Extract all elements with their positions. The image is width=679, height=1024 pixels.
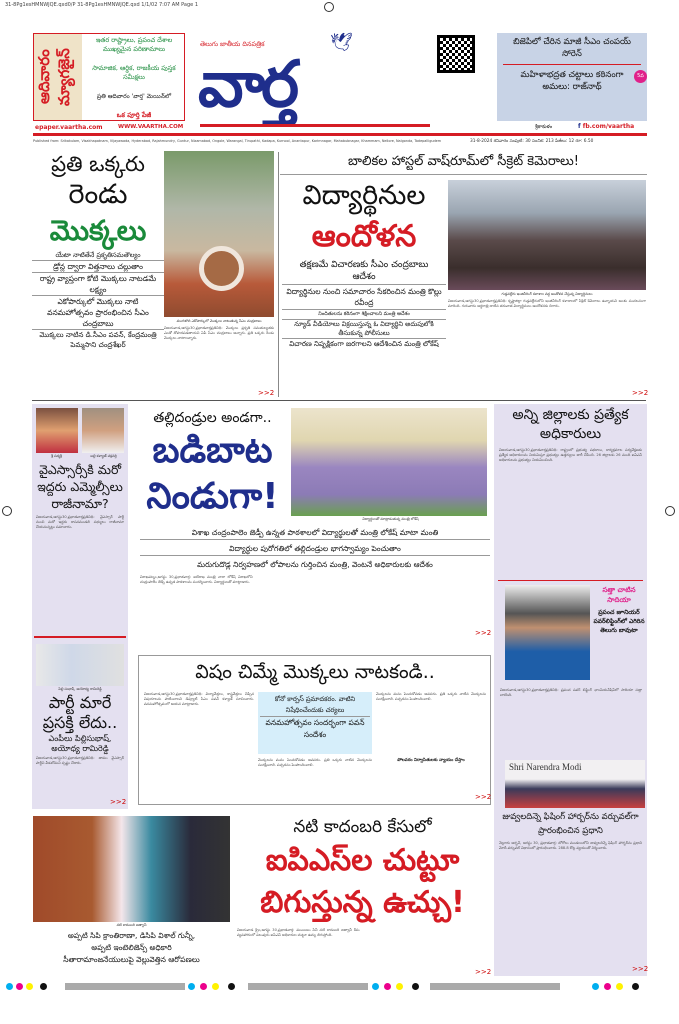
subheading: విశాఖ చంద్రంపాలెం జెడ్పీ ఉన్నత పాఠశాలలో విద్యార్థులతో మంత్రి లోకేష్ మాటా మంతి	[140, 526, 490, 540]
photo-caption: బల్లి కళ్యాణ్ చక్రవర్తి	[90, 454, 117, 458]
cmyk-dot	[16, 983, 23, 990]
masthead-rule	[33, 133, 647, 136]
edition-label: శ్రీకాకుళం	[535, 124, 553, 130]
cmyk-dot	[396, 983, 403, 990]
cmyk-dot	[592, 983, 599, 990]
facebook-link[interactable]	[578, 123, 634, 130]
article-body: విజయవాడ,ఆగస్టు30,ప్రభాతవార్తప్రతినిధి: కృష్ణాజిల్లా గుడ్లవల్లేరులోని ఇంజినీరింగ్ కళాశాలలో సీక్రెట్ కెమెరాలు ఉన్నాయని అంశం సంచలనంగా మారింది. గురువారం అర్థరాత్రి దాటిన తరువాత విద్యార్థినులు ఆందోళనకు దిగారు.	[448, 299, 646, 309]
subheading: ఎంపీలు పిల్లిసుభాష్, అయోధ్య రామిరెడ్డి	[48, 734, 112, 753]
cmyk-dot	[228, 983, 235, 990]
article-body: విజయవాడ,ఆగస్టు30,ప్రభాతవార్తప్రతినిధి: తాము వైఎస్సార్ పార్టీని వీడబోమని స్పష్టం చేశారు.	[36, 756, 124, 766]
kicker: తల్లిదండ్రుల అండగా..	[153, 410, 272, 426]
photo-caption: నటి కాదంబరి జత్వానీ	[116, 923, 147, 927]
dove-icon: 🕊	[330, 32, 353, 53]
cmyk-dot	[384, 983, 391, 990]
sadia-headline: సత్తా చాటిన సాదియా	[602, 586, 636, 604]
teaser-headline: మహిళాభద్రత చట్టాలు కఠినంగా అమలు: రాజ్‌నాథ్	[520, 70, 624, 92]
photo-caption: పిల్లి సుభాష్, అయోధ్య రామిరెడ్డి	[58, 687, 102, 691]
print-color-bar	[65, 983, 185, 990]
photo-caption: విద్యార్థులతో మాట్లాడుతున్న మంత్రి లోకేష్	[362, 517, 419, 521]
facebook-icon: f	[578, 123, 581, 130]
headline-line: మొక్కలు	[49, 214, 147, 247]
hostel-story	[282, 176, 446, 398]
subheading: మరుగుదొడ్ల నిర్వహణలో లోపాలను గుర్తించిన మంత్రి, వెంటనే అధికారులకు ఆదేశం	[197, 560, 433, 569]
photo-caption: శ్రీ పద్మశ్రీ	[51, 454, 62, 458]
headline-line: ఆందోళన	[311, 219, 417, 254]
party-story	[34, 644, 126, 808]
kadambari-story	[235, 814, 490, 978]
kicker: నటి కాదంబరి కేసులో	[293, 817, 432, 837]
article-body: విజయవాడ,ఆగస్టు30,ప్రభాతవార్తప్రతినిధి: ప్రపంచ పవర్ లిఫ్టింగ్ ఛాంపియన్‌షిప్‌లో సాదియా సత్తా చాటింది.	[500, 688, 642, 698]
harbour-headline: జువ్వలదిన్నె ఫిషింగ్ హార్బర్‌ను వర్చువల్‌గా ప్రారంభించిన ప్రధాని	[502, 812, 639, 836]
highlight-text: కోనో కార్పస్ ప్రమాదకరం. వాటిని నిషేధించేందుకు చర్యలు	[260, 694, 370, 717]
plant-photo[interactable]	[164, 151, 274, 317]
dateline: 31-8-2024 శనివారం సంపుటి: 30 సంచిక: 213 పేజీలు: 12 రూ: 6.50	[470, 139, 594, 144]
cmyk-dot	[212, 983, 219, 990]
promo-line: ప్రతి ఆదివారం 'వార్త' మెయిన్‌లో	[96, 92, 172, 100]
banner-text: Shri Narendra Modi	[509, 762, 582, 772]
subheading: అప్పటి సిపి క్రాంతిరాణా, డిసిపి విశాల్ గున్నీ,	[67, 931, 196, 940]
cmyk-dot	[200, 983, 207, 990]
logo-underline	[200, 124, 430, 127]
column-rule	[278, 152, 279, 397]
highlight-text: వనమహోత్సవం సందర్భంగా పవన్ సందేశం	[265, 718, 365, 739]
print-color-bar	[430, 983, 560, 990]
headline-line: ఐపిఎస్‌ల చుట్టూ	[265, 843, 460, 878]
cmyk-dot	[372, 983, 379, 990]
article-body: విజయవాడ క్రైం,ఆగస్టు 30,ప్రభాతవార్త: ముంబయి సినీ నటి కాదంబరి జత్వానీ కేసు వ్యవహారంలో పలువురు ఐపీఎస్ అధికారుల చుట్టూ ఉచ్చు బిగుస్తోంది.	[237, 928, 360, 938]
subheading: అప్పటి ఇంటెలిజెన్స్ అధికారి	[91, 943, 172, 952]
visham-headline: విషం చిమ్మే మొక్కలు నాటకండి..	[195, 661, 435, 683]
plant-story	[32, 150, 164, 398]
article-body: నెల్లూరు అర్బన్, ఆగస్టు 30, ప్రభాతవార్త: బోగోలు మండలంలోని జువ్వలదిన్నె ఫిషింగ్ హార్బర్‌ను ప్రధాని మోదీ వర్చువల్ విధానంలో ప్రారంభించారు. 288.8 కోట్ల వ్యయంతో నిర్మించారు.	[499, 841, 642, 851]
print-color-bar	[248, 983, 368, 990]
subheading: డ్రోన్ల ద్వారా విత్తనాలు చల్లుతాం	[32, 261, 164, 273]
subheading: సీతారామాంజనేయులుపై వెల్లువెత్తిన ఆరోపణలు	[63, 955, 200, 964]
subheading: రాష్ట్ర వ్యాప్తంగా కోటి మొక్కలు నాటడమే లక్ష్యం	[32, 273, 164, 296]
classroom-photo[interactable]	[291, 408, 487, 516]
article-body: మొక్కలను మనం పెంచుకోవడం అవసరం. ప్రతి ఒక్కరు నాటిన మొక్కలను సంరక్షించాలి. పచ్చదనం పెంపొందించాలి.	[258, 758, 372, 768]
divider	[498, 580, 643, 581]
masthead-logo: వార్త	[198, 48, 296, 122]
cmyk-dot	[616, 983, 623, 990]
cmyk-dot	[632, 983, 639, 990]
promo-box	[33, 33, 185, 121]
continued-link[interactable]: >>2	[632, 965, 649, 973]
subheading: నిందితులను కఠినంగా శిక్షించాలని మంత్రి ఆదేశం	[282, 310, 446, 320]
cmyk-dot	[604, 983, 611, 990]
section-rule	[32, 400, 646, 401]
mlc-photo[interactable]	[36, 408, 78, 453]
headline-line: ప్రతి ఒక్కరు	[51, 152, 145, 176]
subheading: యేటా నాటితేనే ప్రకృతిసమతౌల్యం	[32, 250, 164, 261]
headline-line: బిగుస్తున్న ఉచ్చు!	[260, 885, 465, 920]
headline-line: బడిబాట	[152, 430, 273, 471]
article-body: మొక్కలను మనం పెంచుకోవడం అవసరం. ప్రతి ఒక్కరు నాటిన మొక్కలను సంరక్షించాలి. పచ్చదనం పెంపొందించాలి.	[376, 692, 486, 702]
cmyk-dot	[6, 983, 13, 990]
website-link[interactable]: WWW.VAARTHA.COM	[118, 124, 184, 130]
subheading: విచారణ నిష్పక్షికంగా జరగాలని ఆదేశించిన మంత్రి లోకేష్	[289, 340, 439, 348]
kadambari-photo[interactable]	[33, 816, 230, 922]
teaser-headline: బిజెపిలో చేరిన మాజీ సీఎం చంపయ్ సోరెన్	[513, 37, 631, 59]
tagline: తెలుగు జాతీయ దినపత్రిక	[200, 40, 265, 48]
districts-headline: అన్ని జిల్లాలకు ప్రత్యేక అధికారులు	[512, 407, 629, 442]
continued-link[interactable]: >>2	[475, 968, 492, 976]
publication-cities: Published from: Srikakulam, Visakhapatnam, Vijayawada, Hyderabad, Rajahmundry, Guntur, Nizamabad, Ongole, Warangal, Tirupathi, Kadapa, Kurnool, Anantapur, Karimnagar, Mahabubnagar, Khammam, Nellore, Nalgonda, Tadepalligudem	[33, 139, 442, 143]
continued-link[interactable]: >>2	[110, 798, 127, 806]
article-body: విశాఖపట్నం,ఆగస్టు 30,ప్రభాతవార్త: ఐటీశాఖ మంత్రి నారా లోకేష్ విశాఖలోని చంద్రంపాలెం జెడ్పీ ఉన్నత పాఠశాలను సందర్శించారు. విద్యార్థులతో మాట్లాడారు.	[140, 575, 253, 585]
qr-code[interactable]	[437, 35, 475, 73]
teaser-box[interactable]	[497, 33, 647, 121]
subheading: మొక్కలు నాటిన డి.సీఎం పవన్, కేంద్రమంత్రి పెమ్మసాని చంద్రశేఖర్	[39, 331, 157, 349]
continued-link[interactable]: >>2	[632, 389, 649, 397]
subheading: పోలవరం నిర్వాసితులకు న్యాయం చేస్తాం	[397, 758, 465, 763]
subheading: ఎకోపార్కులో మొక్కలు నాటి వనమహోత్సవం ప్రారంభించిన సీఎం చంద్రబాబు	[32, 296, 164, 330]
article-body: విజయవాడ,ఆగస్టు30,ప్రభాతవార్తప్రతినిధి: రాష్ట్రంలో ప్రభుత్వ పథకాలు, కార్యక్రమాల పర్యవేక్షణకు ప్రత్యేక అధికారులను నియమిస్తూ ప్రభుత్వం ఉత్తర్వులు జారీ చేసింది. 26 జిల్లాలకు 26 మంది ఐఏఎస్ అధికారులను ప్రభుత్వం నియమించింది.	[499, 448, 642, 463]
article-body: విజయవాడ,ఆగస్టు30,ప్రభాతవార్తప్రతినిధి: వైఎస్సార్ పార్టీ నుంచి మరో ఇద్దరు శాసనమండలి సభ్యులు రాజీనామా చేయనున్నట్లు సమాచారం.	[36, 515, 124, 530]
promo-line: ఒక పూర్తి పేజీ	[116, 110, 152, 119]
subheading: న్యూడ్ వీడియోలు విక్రయిస్తున్న ఓ విద్యార్థిని అదుపులోకి తీసుకున్న పోలీసులు	[282, 320, 446, 339]
mlc-photo[interactable]	[82, 408, 124, 453]
kicker: బాలికల హాస్టల్ వాష్‌రూమ్‌లో సీక్రెట్ కెమెరాలు!	[280, 150, 647, 175]
promo-logo: ఆదివారం మ్యాగజైన్	[34, 34, 82, 120]
cmyk-dot	[188, 983, 195, 990]
modi-photo[interactable]	[505, 760, 645, 808]
subheading: ప్రపంచ జూనియర్ పవర్‌లిఫ్టింగ్‌లో ఎగిరిన తెలుగు బావుటా	[593, 609, 645, 634]
cmyk-dot	[40, 983, 47, 990]
article-body: విజయవాడ,ఆగస్టు30,ప్రభాతవార్తప్రతినిధి: విద్యావేత్తలు, శాస్త్రవేత్తలు చెప్పిన విషయాలను పాటించాలని డిప్యూటీ సీఎం పవన్ కళ్యాణ్ సూచించారు. వనమహోత్సవంలో ఆయన మాట్లాడారు.	[144, 692, 254, 707]
continued-link[interactable]: >>2	[258, 389, 275, 397]
continued-link[interactable]: >>2	[475, 793, 492, 801]
promo-line: సామాజిక, ఆర్థిక, రాజకీయ పుస్తక సమీక్షలు	[92, 64, 176, 82]
cmyk-dot	[412, 983, 419, 990]
divider	[34, 636, 126, 638]
continued-link[interactable]: >>2	[475, 629, 492, 637]
highlight-box	[258, 692, 372, 754]
party-photo[interactable]	[36, 644, 124, 686]
party-headline: పార్టీ మారే ప్రసక్తి లేదు..	[42, 693, 118, 732]
page-badge: 5వ	[634, 70, 647, 83]
subheading: విద్యార్థుల పురోగతిలో తల్లిదండ్రుల భాగస్వామ్యం పెంచుతాం	[140, 542, 490, 556]
headline-line: రెండు	[68, 179, 128, 210]
promo-line: ఇతర రాష్ట్రాలు, ప్రపంచ దేశాల ముఖ్యమైన పరిణామాలు	[95, 36, 173, 53]
photo-caption: గుడ్లవల్లేరు ఇంజినీరింగ్ కళాశాల వద్ద ఆందోళన చేస్తున్న విద్యార్థినులు	[501, 292, 593, 296]
mlc-story	[34, 408, 126, 632]
mlc-headline: వైఎస్సార్సీకి మరో ఇద్దరు ఎమ్మెల్సీలు రాజీనామా?	[37, 462, 123, 511]
cmyk-dot	[26, 983, 33, 990]
registration-mark	[324, 2, 334, 12]
facebook-url: fb.com/vaartha	[582, 123, 635, 130]
protest-photo[interactable]	[448, 180, 646, 290]
article-body: విజయవాడ,ఆగస్టు30,ప్రభాతవార్తప్రతినిధి: మొక్కలు ప్రకృతి సమతుల్యతకు ఎంతో దోహదపడతాయని ఏపీ సీఎం చంద్రబాబు అన్నారు. ప్రతి ఒక్కరు రెండు మొక్కలు నాటాలన్నారు.	[164, 326, 274, 341]
subheading: తక్షణమే విచారణకు సీఎం చంద్రబాబు ఆదేశం	[282, 258, 446, 285]
photo-detail	[199, 246, 244, 291]
badibata-story	[135, 408, 290, 524]
epaper-link[interactable]: epaper.vaartha.com	[35, 124, 103, 131]
registration-mark	[665, 506, 675, 516]
athlete-photo[interactable]	[505, 585, 590, 680]
registration-mark	[2, 506, 12, 516]
subheading: విద్యార్థినుల నుంచి సమాచారం సేకరించిన మంత్రి కొల్లు రవీంద్ర	[282, 285, 446, 310]
headline-line: నిండుగా!	[146, 476, 279, 517]
photo-caption: మంగళగిరి ఎకోపార్కులో మొక్కలు నాటుతున్న సీఎం చంద్రబాబు	[176, 319, 262, 323]
print-slug: 31-8Pg1esHMNWJQE.qxd0/P 31-8Pg1esHMNWJQE.qxd 1/1/02 7:07 AM Page 1	[5, 2, 199, 8]
kadambari-subs	[33, 923, 230, 979]
headline-line: విద్యార్థినుల	[302, 180, 426, 211]
